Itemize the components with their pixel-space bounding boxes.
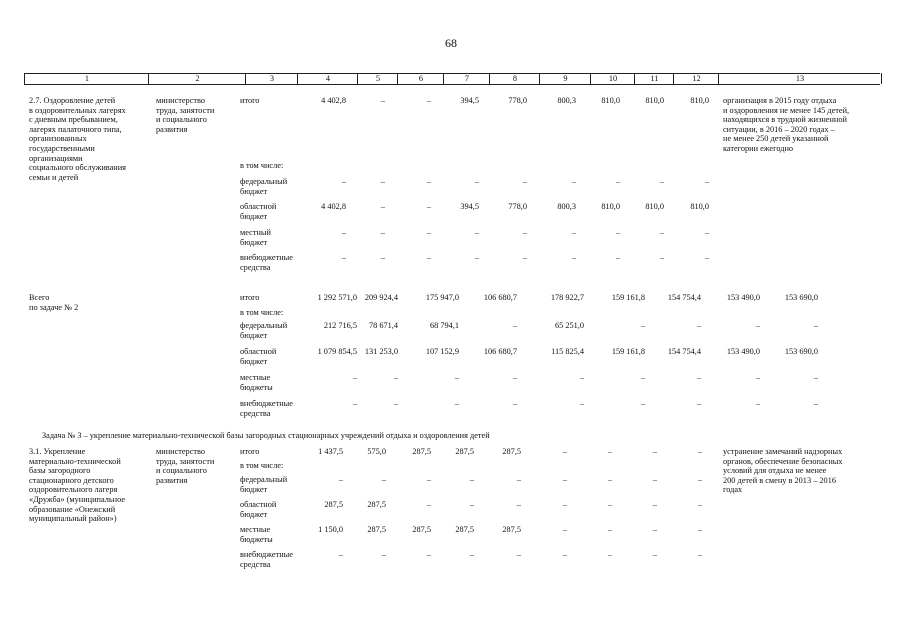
value-cell: – bbox=[352, 399, 357, 408]
value-cell: 4 402,8 bbox=[321, 96, 346, 105]
value-cell: – bbox=[516, 475, 521, 484]
value-cell: 287,5 bbox=[455, 447, 474, 456]
value-cell: – bbox=[697, 525, 702, 534]
funding-source-label: областной bbox=[240, 347, 277, 356]
column-header-1: 1 bbox=[24, 73, 149, 84]
value-cell: – bbox=[474, 253, 479, 262]
value-cell: – bbox=[381, 550, 386, 559]
value-cell: – bbox=[652, 500, 657, 509]
value-cell: – bbox=[562, 525, 567, 534]
column-header-2: 2 bbox=[148, 73, 246, 84]
value-cell: – bbox=[696, 373, 701, 382]
value-cell: 153 690,0 bbox=[784, 347, 818, 356]
value-cell: – bbox=[426, 500, 431, 509]
value-cell: – bbox=[704, 253, 709, 262]
value-cell: – bbox=[474, 228, 479, 237]
funding-source-label: бюджет bbox=[240, 509, 268, 519]
column-header-3: 3 bbox=[245, 73, 298, 84]
row-name-line: организованных bbox=[29, 134, 87, 144]
value-cell: – bbox=[704, 228, 709, 237]
value-cell: – bbox=[426, 177, 431, 186]
value-cell: – bbox=[755, 321, 760, 330]
value-cell: – bbox=[755, 399, 760, 408]
value-cell: – bbox=[341, 177, 346, 186]
value-cell: – bbox=[696, 399, 701, 408]
value-cell: 106 680,7 bbox=[483, 347, 517, 356]
executor-line: министерство bbox=[156, 96, 206, 105]
value-cell: – bbox=[607, 525, 612, 534]
row-name-line: лагерях палаточного типа, bbox=[29, 124, 122, 134]
value-cell: 810,0 bbox=[690, 202, 709, 211]
value-cell: 287,5 bbox=[367, 500, 386, 509]
value-cell: 175 947,0 bbox=[425, 293, 459, 302]
row-name-line: 2.7. Оздоровление детей bbox=[29, 96, 116, 105]
column-header-6: 6 bbox=[397, 73, 444, 84]
value-cell: – bbox=[512, 373, 517, 382]
value-cell: 4 402,8 bbox=[321, 202, 346, 211]
result-line: и оздоровления не менее 145 детей, bbox=[723, 105, 850, 115]
value-cell: – bbox=[697, 475, 702, 484]
column-header-13: 13 bbox=[718, 73, 882, 84]
value-cell: – bbox=[522, 177, 527, 186]
column-header-8: 8 bbox=[489, 73, 540, 84]
value-cell: – bbox=[615, 253, 620, 262]
row-name-line: Всего bbox=[29, 293, 50, 302]
funding-source-label: в том числе: bbox=[240, 461, 284, 470]
funding-source-label: бюджеты bbox=[240, 534, 273, 544]
column-header-4: 4 bbox=[297, 73, 358, 84]
funding-source-label: итого bbox=[240, 447, 260, 456]
value-cell: – bbox=[393, 399, 398, 408]
funding-source-label: областной bbox=[240, 202, 277, 211]
value-cell: 394,5 bbox=[460, 202, 479, 211]
value-cell: – bbox=[341, 253, 346, 262]
value-cell: – bbox=[640, 321, 645, 330]
funding-source-label: бюджет bbox=[240, 330, 268, 340]
value-cell: 287,5 bbox=[502, 525, 521, 534]
row-name-line: с дневным пребыванием, bbox=[29, 115, 118, 125]
result-line: ситуации, в 2016 – 2020 годах – bbox=[723, 124, 835, 134]
value-cell: 107 152,9 bbox=[425, 347, 459, 356]
value-cell: – bbox=[426, 96, 431, 105]
value-cell: 287,5 bbox=[412, 447, 431, 456]
value-cell: – bbox=[516, 500, 521, 509]
value-cell: – bbox=[697, 500, 702, 509]
value-cell: – bbox=[426, 228, 431, 237]
result-line: условий для отдыха не менее bbox=[723, 466, 827, 476]
column-header-11: 11 bbox=[634, 73, 674, 84]
value-cell: – bbox=[380, 177, 385, 186]
value-cell: 1 079 854,5 bbox=[317, 347, 357, 356]
value-cell: 115 825,4 bbox=[551, 347, 584, 356]
result-line: органов, обеспечение безопасных bbox=[723, 456, 843, 466]
funding-source-label: местные bbox=[240, 525, 271, 534]
value-cell: 1 292 571,0 bbox=[317, 293, 357, 302]
value-cell: – bbox=[659, 228, 664, 237]
value-cell: 287,5 bbox=[455, 525, 474, 534]
value-cell: – bbox=[571, 253, 576, 262]
value-cell: – bbox=[512, 399, 517, 408]
result-line: устранение замечаний надзорных bbox=[723, 447, 843, 456]
funding-source-label: бюджет bbox=[240, 211, 268, 221]
value-cell: – bbox=[697, 550, 702, 559]
funding-source-label: бюджет bbox=[240, 237, 268, 247]
value-cell: 810,0 bbox=[601, 96, 620, 105]
executor-line: министерство bbox=[156, 447, 206, 456]
value-cell: 287,5 bbox=[324, 500, 343, 509]
executor-line: труда, занятости bbox=[156, 456, 215, 466]
value-cell: – bbox=[426, 202, 431, 211]
column-header-5: 5 bbox=[357, 73, 398, 84]
funding-source-label: местные bbox=[240, 373, 271, 382]
value-cell: – bbox=[652, 550, 657, 559]
value-cell: 810,0 bbox=[645, 96, 664, 105]
value-cell: 1 150,0 bbox=[318, 525, 343, 534]
value-cell: – bbox=[522, 228, 527, 237]
value-cell: 178 922,7 bbox=[550, 293, 584, 302]
executor-line: развития bbox=[156, 124, 188, 134]
row-name-line: образование «Онежский bbox=[29, 504, 116, 514]
funding-source-label: бюджет bbox=[240, 484, 268, 494]
funding-source-label: итого bbox=[240, 96, 260, 105]
value-cell: 1 437,5 bbox=[318, 447, 343, 456]
row-name-line: 3.1. Укрепление bbox=[29, 447, 86, 456]
value-cell: – bbox=[615, 177, 620, 186]
value-cell: 159 161,8 bbox=[611, 293, 645, 302]
value-cell: – bbox=[469, 475, 474, 484]
row-name-line: базы загородного bbox=[29, 466, 91, 476]
funding-source-label: внебюджетные bbox=[240, 550, 293, 559]
header-bottom-rule bbox=[24, 84, 880, 85]
value-cell: 153 690,0 bbox=[784, 293, 818, 302]
executor-line: и социального bbox=[156, 466, 207, 476]
value-cell: – bbox=[381, 475, 386, 484]
value-cell: 810,0 bbox=[601, 202, 620, 211]
value-cell: – bbox=[813, 321, 818, 330]
value-cell: 778,0 bbox=[508, 96, 527, 105]
executor-line: развития bbox=[156, 475, 188, 485]
value-cell: – bbox=[607, 447, 612, 456]
row-name-line: семьи и детей bbox=[29, 172, 79, 182]
value-cell: – bbox=[696, 321, 701, 330]
value-cell: 78 671,4 bbox=[368, 321, 398, 330]
value-cell: 800,3 bbox=[557, 96, 576, 105]
task-3-heading: Задача № 3 – укрепление материально-технической базы загородных стационарных учреждений отдыха и оздоровления детей bbox=[42, 431, 490, 440]
funding-source-label: в том числе: bbox=[240, 161, 284, 170]
value-cell: – bbox=[393, 373, 398, 382]
value-cell: 810,0 bbox=[690, 96, 709, 105]
value-cell: – bbox=[426, 253, 431, 262]
value-cell: – bbox=[512, 321, 517, 330]
value-cell: – bbox=[652, 525, 657, 534]
value-cell: – bbox=[341, 228, 346, 237]
value-cell: – bbox=[469, 550, 474, 559]
value-cell: 153 490,0 bbox=[726, 293, 760, 302]
value-cell: – bbox=[469, 500, 474, 509]
funding-source-label: федеральный bbox=[240, 177, 288, 186]
value-cell: – bbox=[522, 253, 527, 262]
value-cell: – bbox=[615, 228, 620, 237]
result-line: годах bbox=[723, 485, 743, 495]
value-cell: – bbox=[813, 373, 818, 382]
value-cell: 778,0 bbox=[508, 202, 527, 211]
value-cell: – bbox=[516, 550, 521, 559]
value-cell: – bbox=[571, 177, 576, 186]
value-cell: 65 251,0 bbox=[554, 321, 584, 330]
value-cell: – bbox=[813, 399, 818, 408]
funding-source-label: бюджеты bbox=[240, 382, 273, 392]
funding-source-label: внебюджетные bbox=[240, 399, 293, 408]
value-cell: 154 754,4 bbox=[667, 347, 701, 356]
value-cell: – bbox=[562, 500, 567, 509]
value-cell: – bbox=[704, 177, 709, 186]
funding-source-label: областной bbox=[240, 500, 277, 509]
value-cell: – bbox=[659, 253, 664, 262]
value-cell: – bbox=[380, 202, 385, 211]
value-cell: – bbox=[562, 475, 567, 484]
value-cell: 212 716,5 bbox=[323, 321, 357, 330]
column-header-12: 12 bbox=[673, 73, 719, 84]
funding-source-label: бюджет bbox=[240, 186, 268, 196]
value-cell: – bbox=[562, 447, 567, 456]
row-name-line: муниципальный район») bbox=[29, 514, 117, 524]
value-cell: – bbox=[755, 373, 760, 382]
page-number: 68 bbox=[445, 36, 457, 50]
value-cell: – bbox=[426, 475, 431, 484]
column-header-7: 7 bbox=[443, 73, 490, 84]
funding-source-label: средства bbox=[240, 262, 271, 272]
value-cell: 287,5 bbox=[367, 525, 386, 534]
funding-source-label: средства bbox=[240, 559, 271, 569]
value-cell: 287,5 bbox=[502, 447, 521, 456]
value-cell: – bbox=[607, 475, 612, 484]
value-cell: 106 680,7 bbox=[483, 293, 517, 302]
row-name-line: государственными bbox=[29, 144, 95, 153]
executor-line: труда, занятости bbox=[156, 105, 215, 115]
row-name-line: материально-технической bbox=[29, 456, 121, 466]
value-cell: – bbox=[380, 253, 385, 262]
value-cell: – bbox=[380, 228, 385, 237]
value-cell: – bbox=[426, 550, 431, 559]
funding-source-label: местный bbox=[240, 228, 271, 237]
value-cell: 68 794,1 bbox=[429, 321, 459, 330]
row-name-line: оздоровительного лагеря bbox=[29, 485, 118, 495]
row-name-line: «Дружба» (муниципальное bbox=[29, 495, 126, 504]
value-cell: – bbox=[352, 373, 357, 382]
row-name-line: организациями bbox=[29, 153, 83, 163]
column-header-10: 10 bbox=[590, 73, 635, 84]
funding-source-label: средства bbox=[240, 408, 271, 418]
row-name-line: социального обслуживания bbox=[29, 163, 126, 173]
result-line: организация в 2015 году отдыха bbox=[723, 96, 837, 105]
value-cell: 159 161,8 bbox=[611, 347, 645, 356]
value-cell: – bbox=[607, 500, 612, 509]
result-line: 200 детей в смену в 2013 – 2016 bbox=[723, 475, 836, 485]
executor-line: и социального bbox=[156, 115, 207, 125]
value-cell: 154 754,4 bbox=[667, 293, 701, 302]
funding-source-label: федеральный bbox=[240, 475, 288, 484]
row-name-line: в оздоровительных лагерях bbox=[29, 105, 126, 115]
value-cell: 800,3 bbox=[557, 202, 576, 211]
row-name-line: по задаче № 2 bbox=[29, 302, 79, 312]
column-header-9: 9 bbox=[539, 73, 591, 84]
value-cell: – bbox=[454, 399, 459, 408]
value-cell: 810,0 bbox=[645, 202, 664, 211]
value-cell: – bbox=[380, 96, 385, 105]
value-cell: 131 253,0 bbox=[364, 347, 398, 356]
funding-source-label: внебюджетные bbox=[240, 253, 293, 262]
value-cell: – bbox=[607, 550, 612, 559]
value-cell: – bbox=[562, 550, 567, 559]
value-cell: – bbox=[579, 399, 584, 408]
value-cell: 575,0 bbox=[367, 447, 386, 456]
value-cell: – bbox=[640, 399, 645, 408]
value-cell: 287,5 bbox=[412, 525, 431, 534]
value-cell: – bbox=[652, 475, 657, 484]
funding-source-label: федеральный bbox=[240, 321, 288, 330]
value-cell: – bbox=[338, 475, 343, 484]
row-name-line: стационарного детского bbox=[29, 475, 114, 485]
funding-source-label: в том числе: bbox=[240, 308, 284, 317]
value-cell: 394,5 bbox=[460, 96, 479, 105]
value-cell: 153 490,0 bbox=[726, 347, 760, 356]
result-line: категории ежегодно bbox=[723, 144, 794, 153]
value-cell: – bbox=[454, 373, 459, 382]
value-cell: – bbox=[659, 177, 664, 186]
value-cell: – bbox=[571, 228, 576, 237]
value-cell: – bbox=[338, 550, 343, 559]
funding-source-label: бюджет bbox=[240, 356, 268, 366]
result-line: находящихся в трудной жизненной bbox=[723, 115, 847, 125]
value-cell: – bbox=[697, 447, 702, 456]
value-cell: 209 924,4 bbox=[364, 293, 398, 302]
value-cell: – bbox=[652, 447, 657, 456]
funding-source-label: итого bbox=[240, 293, 260, 302]
value-cell: – bbox=[579, 373, 584, 382]
value-cell: – bbox=[474, 177, 479, 186]
value-cell: – bbox=[640, 373, 645, 382]
result-line: не менее 250 детей указанной bbox=[723, 134, 829, 144]
